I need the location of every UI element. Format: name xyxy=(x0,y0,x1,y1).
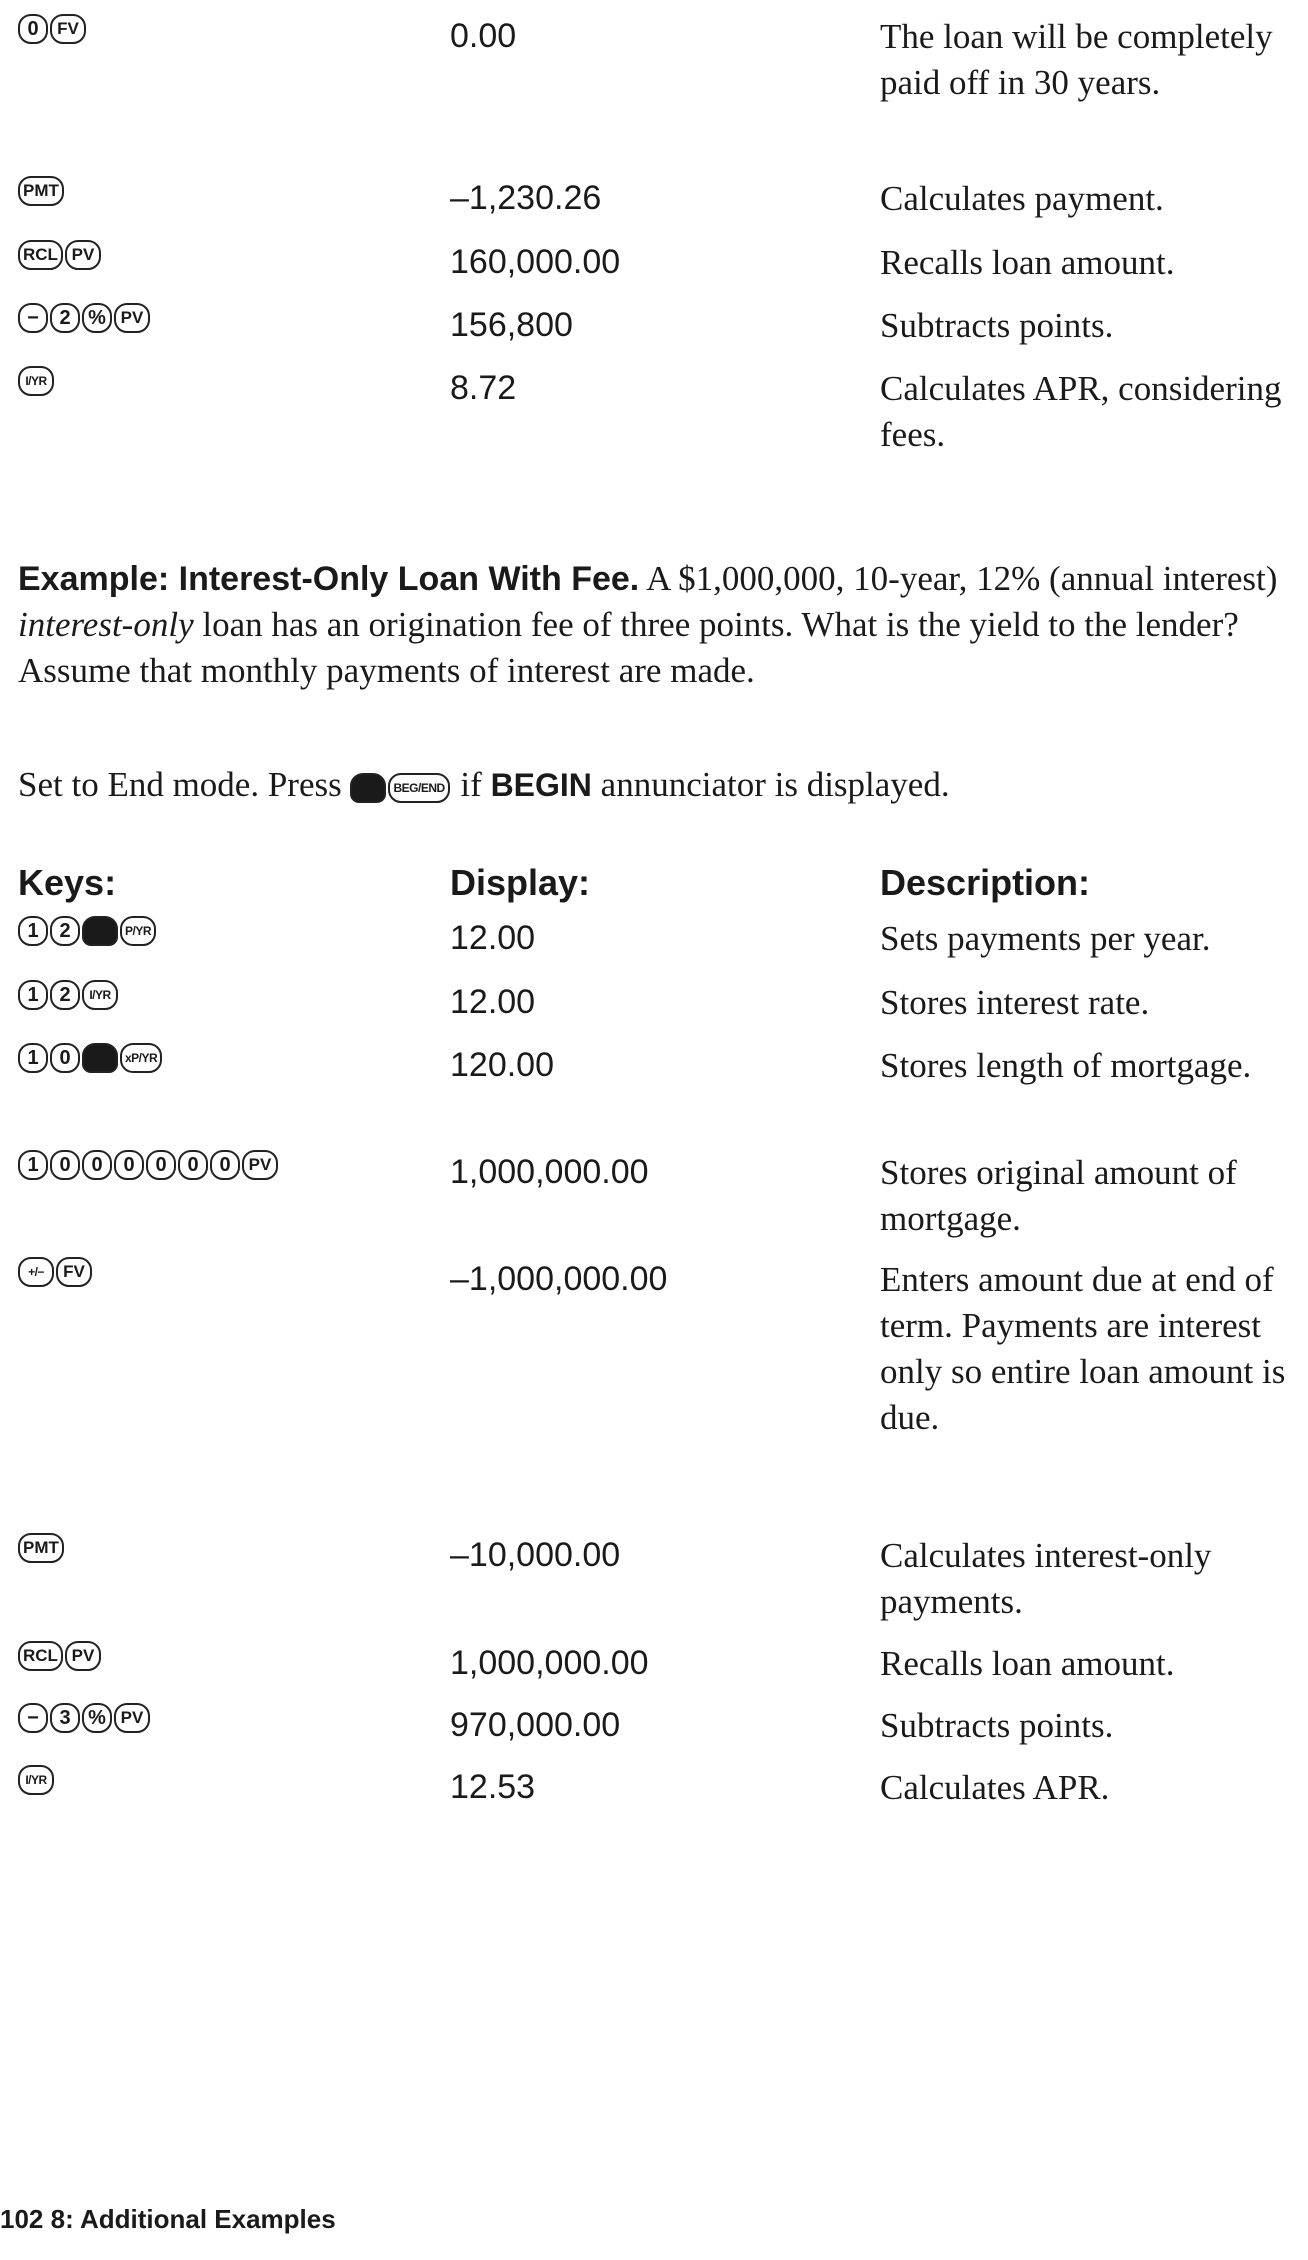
description-text: Recalls loan amount. xyxy=(880,1644,1175,1683)
key-p-yr: P/YR xyxy=(120,916,156,946)
description-text: Subtracts points. xyxy=(880,1706,1114,1745)
key-i-yr: I/YR xyxy=(18,366,54,396)
key-0: 0 xyxy=(50,1150,80,1180)
key-beg-end: BEG/END xyxy=(388,773,449,803)
example-text: A $1,000,000, 10-year, 12% (annual interest) xyxy=(639,559,1278,598)
mode-note-text: annunciator is displayed. xyxy=(591,765,950,804)
description-text: Stores original amount of mortgage. xyxy=(880,1153,1237,1238)
key-0: 0 xyxy=(18,14,48,44)
display-value: 120.00 xyxy=(450,1046,554,1084)
key-sequence xyxy=(18,1043,164,1073)
description-text: Calculates interest-only payments. xyxy=(880,1536,1212,1621)
description-text: Recalls loan amount. xyxy=(880,243,1175,282)
key-sequence xyxy=(18,980,120,1010)
key-1: 1 xyxy=(18,1043,48,1073)
key-1: 1 xyxy=(18,1150,48,1180)
key-percent: % xyxy=(82,303,112,333)
shift-key xyxy=(82,1043,118,1073)
description-text: Calculates APR, considering fees. xyxy=(880,369,1282,454)
display-value: –1,000,000.00 xyxy=(450,1260,668,1298)
display-value: 8.72 xyxy=(450,369,517,407)
key-sequence xyxy=(18,1150,280,1180)
key-0: 0 xyxy=(114,1150,144,1180)
column-header-description: Description: xyxy=(880,862,1091,903)
key-x-p-yr: xP/YR xyxy=(120,1043,162,1073)
key-sequence xyxy=(18,176,66,206)
key-minus: − xyxy=(18,1703,48,1733)
key-sequence xyxy=(18,366,56,396)
key-rcl: RCL xyxy=(18,1641,63,1671)
mode-note-text: if xyxy=(451,765,491,804)
description-text: Stores interest rate. xyxy=(880,983,1150,1022)
key-change-sign: +/− xyxy=(18,1257,54,1287)
example-italic: interest-only xyxy=(18,605,194,644)
description-text: Subtracts points. xyxy=(880,306,1114,345)
shift-key xyxy=(82,916,118,946)
description-text: Calculates payment. xyxy=(880,179,1164,218)
description-text: Enters amount due at end of term. Payments are interest only so entire loan amount is due. xyxy=(880,1260,1286,1437)
key-i-yr: I/YR xyxy=(18,1765,54,1795)
key-percent: % xyxy=(82,1703,112,1733)
display-value: 12.53 xyxy=(450,1768,536,1806)
example-heading: Example: Interest-Only Loan With Fee. xyxy=(18,560,640,598)
key-sequence xyxy=(18,1765,56,1795)
key-1: 1 xyxy=(18,916,48,946)
key-sequence xyxy=(18,303,152,333)
display-value: 1,000,000.00 xyxy=(450,1644,649,1682)
key-sequence xyxy=(18,1533,66,1563)
display-value: 970,000.00 xyxy=(450,1706,621,1744)
key-0: 0 xyxy=(178,1150,208,1180)
column-header-keys: Keys: xyxy=(18,862,117,903)
key-sequence xyxy=(18,240,103,270)
mode-note xyxy=(18,762,1308,808)
key-1: 1 xyxy=(18,980,48,1010)
key-pv: PV xyxy=(65,1641,101,1671)
key-2: 2 xyxy=(50,303,80,333)
description-text: Stores length of mortgage. xyxy=(880,1046,1252,1085)
key-0: 0 xyxy=(146,1150,176,1180)
begin-annunciator: BEGIN xyxy=(490,767,592,803)
display-value: 12.00 xyxy=(450,919,536,957)
display-value: 1,000,000.00 xyxy=(450,1153,649,1191)
shift-key xyxy=(350,773,386,803)
key-pv: PV xyxy=(65,240,101,270)
key-fv: FV xyxy=(56,1257,92,1287)
key-2: 2 xyxy=(50,980,80,1010)
key-minus: − xyxy=(18,303,48,333)
key-pv: PV xyxy=(114,303,150,333)
key-pv: PV xyxy=(242,1150,278,1180)
display-value: 0.00 xyxy=(450,17,517,55)
description-text: Calculates APR. xyxy=(880,1768,1110,1807)
key-sequence xyxy=(18,1641,103,1671)
key-0: 0 xyxy=(82,1150,112,1180)
key-rcl: RCL xyxy=(18,240,63,270)
key-pmt: PMT xyxy=(18,1533,64,1563)
display-value: 160,000.00 xyxy=(450,243,621,281)
key-3: 3 xyxy=(50,1703,80,1733)
key-0: 0 xyxy=(210,1150,240,1180)
key-sequence xyxy=(18,1703,152,1733)
column-header-display: Display: xyxy=(450,862,591,903)
key-pmt: PMT xyxy=(18,176,64,206)
description-text: Sets payments per year. xyxy=(880,919,1211,958)
key-fv: FV xyxy=(50,14,86,44)
example-text: loan has an origination fee of three points. What is the yield to the lender? Assume that monthly payments of interest are made. xyxy=(18,605,1239,690)
description-text: The loan will be completely paid off in 30 years. xyxy=(880,17,1273,102)
display-value: –1,230.26 xyxy=(450,179,602,217)
key-0: 0 xyxy=(50,1043,80,1073)
display-value: 156,800 xyxy=(450,306,573,344)
key-sequence xyxy=(18,916,158,946)
example-paragraph xyxy=(18,556,1308,694)
page-footer: 102 8: Additional Examples xyxy=(0,2204,336,2234)
key-i-yr: I/YR xyxy=(82,980,118,1010)
display-value: –10,000.00 xyxy=(450,1536,621,1574)
mode-note-text: Set to End mode. Press xyxy=(18,765,342,804)
key-sequence xyxy=(18,1257,94,1287)
key-2: 2 xyxy=(50,916,80,946)
key-sequence xyxy=(18,14,88,44)
display-value: 12.00 xyxy=(450,983,536,1021)
key-pv: PV xyxy=(114,1703,150,1733)
